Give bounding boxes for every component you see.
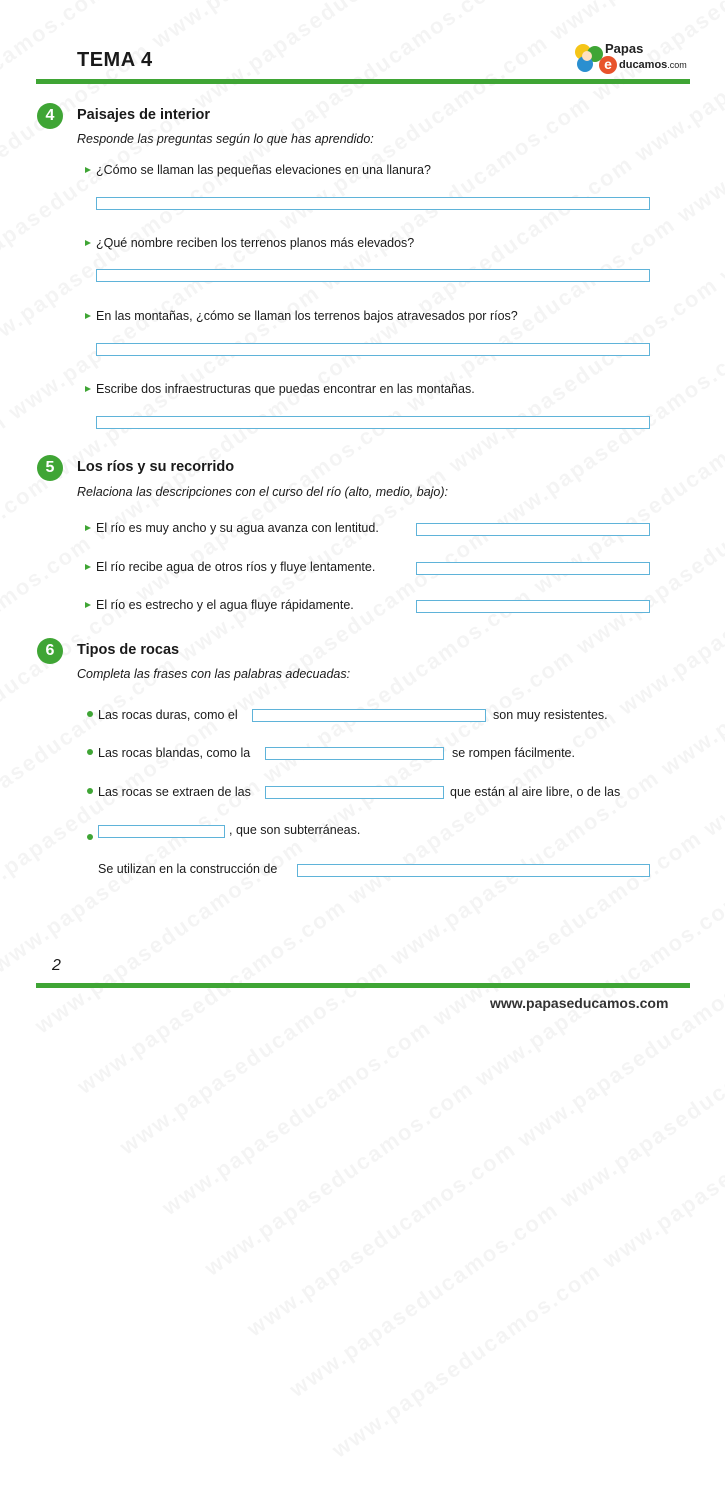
rock-sentence-2: Las rocas blandas, como la (87, 746, 250, 760)
question-2: ¿Qué nombre reciben los terrenos planos más elevados? (85, 236, 414, 250)
river-item-1: El río es muy ancho y su agua avanza con lentitud. (85, 521, 379, 535)
arrow-icon (85, 386, 91, 392)
arrow-icon (85, 313, 91, 319)
bullet-icon (87, 788, 93, 794)
header-rule (36, 79, 690, 84)
arrow-icon (85, 167, 91, 173)
section-4-title: Paisajes de interior (77, 107, 210, 123)
river-answer-3[interactable] (416, 600, 650, 613)
section-5-title: Los ríos y su recorrido (77, 459, 235, 475)
logo (571, 40, 691, 76)
rock-blank-3[interactable] (265, 786, 444, 799)
answer-field-2[interactable] (96, 269, 650, 282)
arrow-icon (85, 564, 91, 570)
logo-e-icon: e (599, 56, 617, 74)
section-4-instruction: Responde las preguntas según lo que has aprendido: (77, 132, 374, 146)
river-item-3: El río es estrecho y el agua fluye rápidamente. (85, 598, 354, 612)
arrow-icon (85, 240, 91, 246)
bullet-icon (87, 834, 93, 840)
question-1: ¿Cómo se llaman las pequeñas elevaciones en una llanura? (85, 163, 431, 177)
rock-blank-5[interactable] (297, 864, 650, 877)
river-item-2: El río recibe agua de otros ríos y fluye lentamente. (85, 560, 375, 574)
rock-blank-1[interactable] (252, 709, 486, 722)
rock-sentence-5: Se utilizan en la construcción de (98, 862, 278, 876)
answer-field-3[interactable] (96, 343, 650, 356)
section-5-instruction: Relaciona las descripciones con el curso del río (alto, medio, bajo): (77, 485, 449, 499)
footer-rule (36, 983, 690, 988)
bullet-icon (87, 711, 93, 717)
logo-text: Papas (605, 41, 644, 56)
rock-sentence-1: Las rocas duras, como el (87, 708, 238, 722)
section-5-number: 5 (37, 455, 63, 481)
answer-field-4[interactable] (96, 416, 650, 429)
bullet-4 (87, 829, 98, 847)
section-6-instruction: Completa las frases con las palabras adecuadas: (77, 667, 351, 681)
section-4-number: 4 (37, 103, 63, 129)
rock-sentence-4-end: , que son subterráneas. (229, 823, 361, 837)
arrow-icon (85, 602, 91, 608)
rock-sentence-1-end: son muy resistentes. (493, 708, 608, 722)
rock-blank-2[interactable] (265, 747, 444, 760)
rock-blank-4[interactable] (98, 825, 225, 838)
section-6-title: Tipos de rocas (77, 642, 180, 658)
question-3: En las montañas, ¿cómo se llaman los terrenos bajos atravesados por ríos? (85, 309, 518, 323)
question-4: Escribe dos infraestructuras que puedas encontrar en las montañas. (85, 382, 475, 396)
arrow-icon (85, 525, 91, 531)
answer-field-1[interactable] (96, 197, 650, 210)
footer-url: www.papaseducamos.com (490, 995, 669, 1011)
rock-sentence-2-end: se rompen fácilmente. (452, 746, 575, 760)
page-title: TEMA 4 (77, 49, 153, 71)
page-number: 2 (52, 957, 61, 974)
river-answer-1[interactable] (416, 523, 650, 536)
logo-text-2: ducamos.com (619, 59, 687, 71)
section-6-number: 6 (37, 638, 63, 664)
bullet-icon (87, 749, 93, 755)
river-answer-2[interactable] (416, 562, 650, 575)
rock-sentence-3: Las rocas se extraen de las (87, 785, 251, 799)
rock-sentence-3-end: que están al aire libre, o de las (450, 785, 621, 799)
